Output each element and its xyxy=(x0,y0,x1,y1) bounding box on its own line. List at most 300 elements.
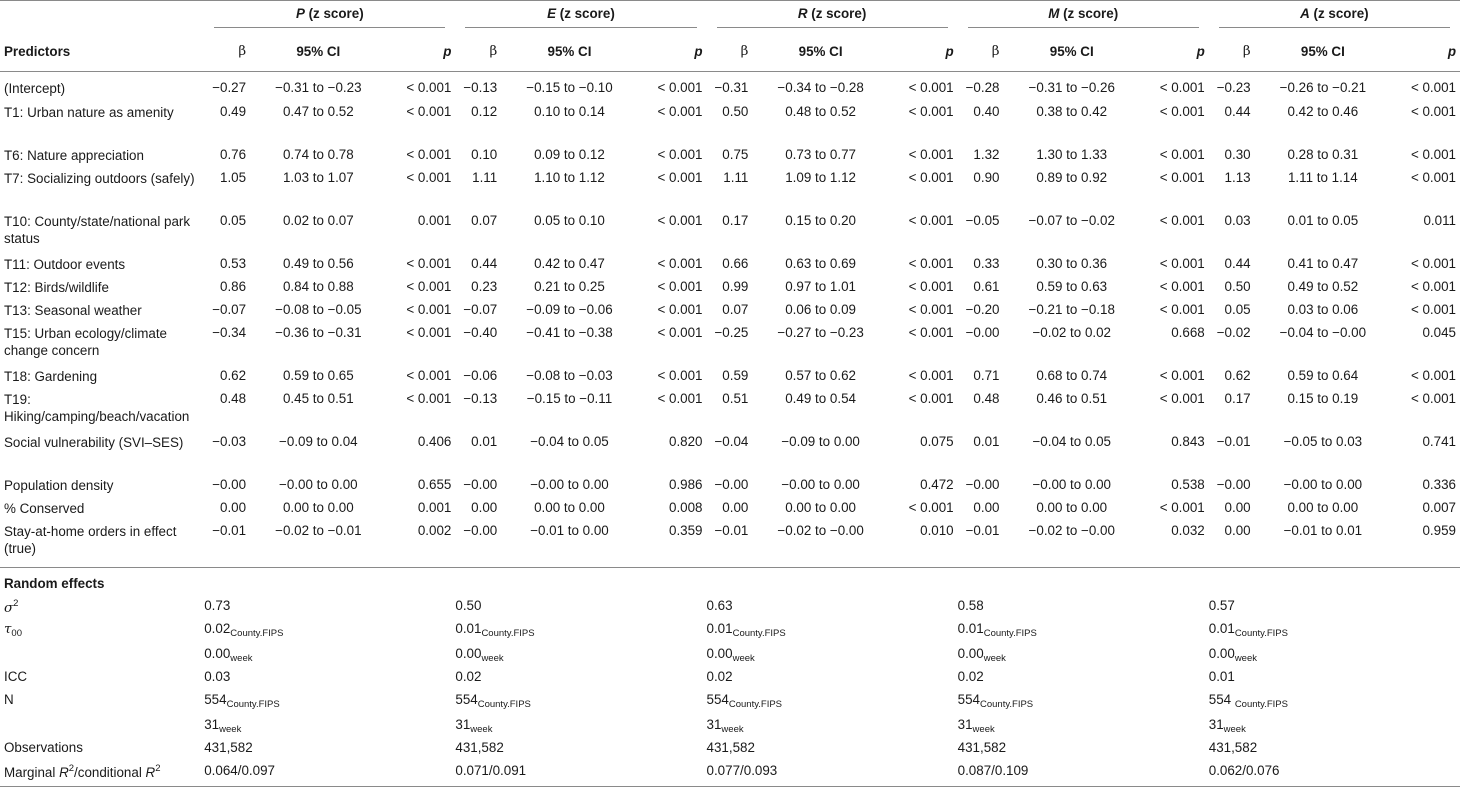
beta-cell: −0.31 xyxy=(714,80,749,95)
p-cell: 0.075 xyxy=(920,433,954,449)
ci-cell: 0.59 to 0.65 xyxy=(282,367,354,383)
ci-header: 95% CI xyxy=(250,33,387,72)
beta-cell: 0.62 xyxy=(1224,367,1251,383)
beta-cell: 0.00 xyxy=(973,499,1000,515)
beta-cell: 0.44 xyxy=(1224,255,1251,271)
ci-cell: −0.07 to −0.02 xyxy=(1028,212,1115,228)
table-row xyxy=(0,299,1460,322)
observations-row-value xyxy=(958,737,1209,760)
p-cell: 0.959 xyxy=(1391,520,1460,568)
beta-cell: −0.02 xyxy=(1216,324,1251,340)
p-cell: < 0.001 xyxy=(908,146,954,162)
empty-cell xyxy=(455,568,501,595)
ci-cell: −0.04 to 0.05 xyxy=(530,433,609,449)
p-header: p xyxy=(638,33,707,72)
ci-cell: 1.10 to 1.12 xyxy=(534,169,605,185)
icc-value: 0.02 xyxy=(455,668,482,684)
ci-cell: 0.00 to 0.00 xyxy=(1036,499,1108,515)
empty-cell xyxy=(958,568,1004,595)
ci-cell: −0.26 to −0.21 xyxy=(1279,80,1367,95)
n-county-value: 554 xyxy=(204,691,227,707)
p-cell: < 0.001 xyxy=(406,103,452,119)
n-week-row xyxy=(0,714,1460,737)
tau-county-row-label xyxy=(0,618,204,643)
r2-row-value xyxy=(707,760,958,787)
r2-label-b: /conditional xyxy=(74,764,146,780)
observations-row-value xyxy=(707,737,958,760)
p-cell: < 0.001 xyxy=(908,80,954,95)
ci-cell: −0.04 to 0.05 xyxy=(1032,433,1112,449)
ci-header: 95% CI xyxy=(752,33,889,72)
p-cell: 0.406 xyxy=(417,433,452,449)
group-letter: M xyxy=(1048,5,1060,21)
ci-cell: 0.49 to 0.52 xyxy=(1287,278,1359,294)
group-header-label xyxy=(214,6,445,28)
beta-cell: 0.07 xyxy=(471,212,498,228)
p-cell: < 0.001 xyxy=(908,103,954,119)
county-subscript: County.FIPS xyxy=(1234,698,1288,710)
icc-value: 0.02 xyxy=(957,668,984,684)
beta-cell: −0.01 xyxy=(958,520,1004,568)
beta-cell: 0.23 xyxy=(471,278,498,294)
icc-row-value xyxy=(1209,666,1460,689)
r2-superscript-conditional: 2 xyxy=(155,762,161,774)
r2-row-label xyxy=(0,760,204,787)
county-subscript: County.FIPS xyxy=(732,627,786,639)
ci-cell: −0.34 to −0.28 xyxy=(777,80,864,95)
beta-cell: −0.06 xyxy=(463,367,498,383)
beta-cell: −0.00 xyxy=(965,324,1000,340)
empty-cell xyxy=(1255,568,1392,595)
n-county-value: 554 xyxy=(957,691,980,707)
p-cell: < 0.001 xyxy=(406,390,452,406)
sigma-row-value xyxy=(958,595,1209,618)
week-subscript: week xyxy=(1234,652,1257,664)
observations-value: 431,582 xyxy=(706,739,755,755)
beta-cell: −0.03 xyxy=(212,433,247,449)
n-county-row-value xyxy=(707,689,958,714)
ci-cell: −0.21 to −0.18 xyxy=(1028,301,1115,317)
beta-cell: 0.10 xyxy=(471,146,498,162)
n-county-row xyxy=(0,689,1460,714)
ci-cell: −0.02 to −0.01 xyxy=(250,520,387,568)
p-cell: < 0.001 xyxy=(908,324,954,340)
n-county-value: 554 xyxy=(706,691,729,707)
table-row xyxy=(0,474,1460,497)
table-row xyxy=(0,72,1460,101)
p-cell: 0.359 xyxy=(638,520,707,568)
column-header-row xyxy=(0,33,1460,72)
group-letter: A xyxy=(1300,5,1310,21)
p-cell: 0.336 xyxy=(1422,476,1456,492)
group-header-row xyxy=(0,1,1460,33)
beta-cell: 0.44 xyxy=(1224,103,1251,119)
beta-cell: 0.01 xyxy=(471,433,498,449)
ci-cell: −0.09 to 0.00 xyxy=(781,433,860,449)
p-cell: < 0.001 xyxy=(908,212,954,228)
p-cell: 0.472 xyxy=(920,476,954,492)
p-cell: < 0.001 xyxy=(406,278,452,294)
beta-cell: −0.07 xyxy=(463,301,498,317)
p-cell: 0.741 xyxy=(1422,433,1456,449)
observations-label-text: Observations xyxy=(4,739,83,755)
n-week-row-value xyxy=(455,714,706,737)
ci-cell: −0.01 to 0.01 xyxy=(1255,520,1392,568)
predictor-label: T12: Birds/wildlife xyxy=(4,279,109,295)
ci-cell: 0.46 to 0.51 xyxy=(1036,390,1108,406)
n-week-value: 31 xyxy=(957,716,973,732)
r2-symbol-marginal: R xyxy=(59,764,69,780)
observations-row-value xyxy=(204,737,455,760)
ci-cell: 0.06 to 0.09 xyxy=(785,301,856,317)
p-cell: < 0.001 xyxy=(908,499,954,515)
p-cell: < 0.001 xyxy=(908,169,954,185)
group-header xyxy=(204,1,455,33)
p-cell: < 0.001 xyxy=(406,80,452,95)
icc-value: 0.02 xyxy=(706,668,733,684)
tau-week-row-value xyxy=(1209,643,1460,666)
beta-cell: 0.99 xyxy=(722,278,749,294)
beta-header: β xyxy=(707,33,753,72)
p-cell: 0.008 xyxy=(669,499,703,515)
n-county-row-value xyxy=(1209,689,1460,714)
r2-row-value xyxy=(1209,760,1460,787)
ci-header: 95% CI xyxy=(501,33,638,72)
sigma-value: 0.50 xyxy=(455,597,482,613)
p-cell: < 0.001 xyxy=(1410,103,1456,119)
county-subscript: County.FIPS xyxy=(1234,627,1288,639)
tau-week-value: 0.00 xyxy=(204,645,231,661)
tau-county-row-value xyxy=(204,618,455,643)
group-header-label xyxy=(465,6,696,28)
predictors-header: Predictors xyxy=(0,33,204,72)
sigma-row-label xyxy=(0,595,204,618)
n-week-row-value xyxy=(958,714,1209,737)
predictor-label: (Intercept) xyxy=(4,81,66,96)
beta-cell: 1.32 xyxy=(973,146,1000,162)
group-letter: P xyxy=(295,5,305,21)
tau-week-row-value xyxy=(455,643,706,666)
icc-row-value xyxy=(204,666,455,689)
p-cell: < 0.001 xyxy=(908,367,954,383)
beta-cell: 1.13 xyxy=(1224,169,1251,185)
random-effects-header-row xyxy=(0,568,1460,595)
ci-cell: 0.59 to 0.63 xyxy=(1036,278,1108,294)
beta-cell: −0.00 xyxy=(463,476,498,492)
p-cell: < 0.001 xyxy=(908,301,954,317)
p-cell: < 0.001 xyxy=(1159,255,1205,271)
county-subscript: County.FIPS xyxy=(226,698,280,710)
tau-week-row-value xyxy=(958,643,1209,666)
ci-cell: −0.31 to −0.23 xyxy=(275,80,362,95)
table-row xyxy=(0,388,1460,431)
group-score-label: (z score) xyxy=(1309,5,1369,21)
beta-cell: −0.40 xyxy=(463,324,498,340)
predictor-label: T19: Hiking/camping/beach/vacation xyxy=(4,391,190,424)
r2-value: 0.062/0.076 xyxy=(1208,762,1280,778)
beta-cell: −0.00 xyxy=(455,520,501,568)
ci-cell: 0.49 to 0.54 xyxy=(785,390,856,406)
sigma-row-value xyxy=(1209,595,1460,618)
r2-row xyxy=(0,760,1460,787)
ci-cell: 0.01 to 0.05 xyxy=(1287,212,1359,228)
r2-row-value xyxy=(204,760,455,787)
empty-cell xyxy=(707,568,753,595)
tau-week-value: 0.00 xyxy=(957,645,984,661)
ci-cell: 0.59 to 0.64 xyxy=(1287,367,1359,383)
p-header: p xyxy=(1140,33,1209,72)
ci-cell: −0.41 to −0.38 xyxy=(526,324,613,340)
beta-cell: −0.23 xyxy=(1216,80,1251,95)
group-header xyxy=(455,1,706,33)
predictor-label: Population density xyxy=(4,477,114,493)
predictor-label: T10: County/state/national park status xyxy=(4,213,191,246)
tau-symbol: τ xyxy=(4,621,12,637)
beta-cell: 0.17 xyxy=(1224,390,1251,406)
ci-cell: 0.63 to 0.69 xyxy=(785,255,856,271)
p-cell: < 0.001 xyxy=(1410,169,1456,185)
beta-cell: 0.62 xyxy=(220,367,247,383)
r2-symbol-conditional: R xyxy=(145,764,156,780)
p-cell: 0.007 xyxy=(1422,499,1456,515)
beta-cell: 0.50 xyxy=(1224,278,1251,294)
county-subscript: County.FIPS xyxy=(979,698,1034,710)
group-header xyxy=(707,1,958,33)
beta-cell: 0.00 xyxy=(471,499,498,515)
p-cell: 0.001 xyxy=(417,212,452,228)
n-week-value: 31 xyxy=(204,716,220,732)
beta-cell: 0.33 xyxy=(973,255,1000,271)
ci-cell: 0.28 to 0.31 xyxy=(1287,146,1359,162)
predictor-label: T1: Urban nature as amenity xyxy=(4,104,174,120)
observations-value: 431,582 xyxy=(1208,739,1258,755)
p-cell: < 0.001 xyxy=(657,255,703,271)
table-row xyxy=(0,520,1460,568)
ci-cell: 0.05 to 0.10 xyxy=(534,212,605,228)
predictor-label: % Conserved xyxy=(4,500,85,516)
ci-cell: 0.47 to 0.52 xyxy=(282,103,354,119)
ci-cell: −0.01 to 0.00 xyxy=(501,520,638,568)
p-cell: 0.843 xyxy=(1171,433,1205,449)
p-header: p xyxy=(889,33,958,72)
p-cell: < 0.001 xyxy=(1159,103,1205,119)
p-cell: < 0.001 xyxy=(657,80,703,95)
county-subscript: County.FIPS xyxy=(230,627,284,639)
beta-cell: 0.05 xyxy=(220,212,247,228)
beta-cell: 0.48 xyxy=(973,390,1000,406)
beta-cell: 0.75 xyxy=(722,146,749,162)
ci-cell: 0.00 to 0.00 xyxy=(282,499,354,515)
ci-cell: 1.11 to 1.14 xyxy=(1287,169,1358,185)
ci-cell: −0.08 to −0.03 xyxy=(526,367,613,383)
ci-cell: 0.97 to 1.01 xyxy=(785,278,856,294)
empty-cell xyxy=(1140,568,1209,595)
p-cell: < 0.001 xyxy=(908,390,954,406)
observations-value: 431,582 xyxy=(204,739,253,755)
ci-cell: 0.15 to 0.20 xyxy=(785,212,856,228)
beta-header: β xyxy=(204,33,250,72)
empty-cell xyxy=(387,568,456,595)
icc-value: 0.03 xyxy=(204,668,231,684)
beta-cell: −0.00 xyxy=(965,476,1000,492)
beta-header: β xyxy=(958,33,1004,72)
n-county-row-value xyxy=(455,689,706,714)
tau-county-row xyxy=(0,618,1460,643)
ci-cell: 0.03 to 0.06 xyxy=(1287,301,1359,317)
beta-cell: 0.17 xyxy=(722,212,749,228)
tau-county-value: 0.01 xyxy=(1208,620,1235,636)
beta-cell: 0.00 xyxy=(722,499,749,515)
beta-cell: 0.90 xyxy=(973,169,1000,185)
ci-cell: 0.74 to 0.78 xyxy=(282,146,354,162)
week-subscript: week xyxy=(1223,723,1246,735)
beta-cell: 0.86 xyxy=(220,278,247,294)
ci-cell: −0.00 to 0.00 xyxy=(530,476,609,492)
observations-value: 431,582 xyxy=(455,739,504,755)
tau-subscript: 00 xyxy=(11,627,22,639)
p-cell: < 0.001 xyxy=(406,301,452,317)
ci-cell: 0.48 to 0.52 xyxy=(785,103,856,119)
ci-cell: 1.03 to 1.07 xyxy=(282,169,354,185)
empty-cell xyxy=(638,568,707,595)
week-subscript: week xyxy=(732,652,755,664)
ci-cell: 0.57 to 0.62 xyxy=(785,367,856,383)
table-row xyxy=(0,365,1460,388)
n-week-row-value xyxy=(1209,714,1460,737)
ci-cell: −0.36 to −0.31 xyxy=(275,324,362,340)
n-week-value: 31 xyxy=(706,716,722,732)
beta-cell: 0.00 xyxy=(220,499,247,515)
n-week-row-label xyxy=(0,714,204,737)
beta-cell: 1.05 xyxy=(220,169,247,185)
ci-cell: 0.00 to 0.00 xyxy=(534,499,605,515)
county-subscript: County.FIPS xyxy=(983,627,1037,639)
beta-cell: −0.13 xyxy=(463,390,498,406)
table-row xyxy=(0,144,1460,167)
ci-cell: 0.38 to 0.42 xyxy=(1036,103,1108,119)
tau-week-row-value xyxy=(204,643,455,666)
beta-cell: 1.11 xyxy=(723,169,749,185)
p-cell: < 0.001 xyxy=(406,146,452,162)
tau-county-row-value xyxy=(1209,618,1460,643)
beta-cell: 0.07 xyxy=(722,301,749,317)
sigma-symbol: σ xyxy=(4,600,14,616)
p-cell: < 0.001 xyxy=(1159,169,1205,185)
p-cell: 0.032 xyxy=(1140,520,1209,568)
n-county-row-value xyxy=(958,689,1209,714)
beta-cell: 0.49 xyxy=(220,103,247,119)
observations-row-value xyxy=(1209,737,1460,760)
ci-cell: −0.00 to 0.00 xyxy=(1032,476,1112,492)
r2-row-value xyxy=(958,760,1209,787)
beta-cell: −0.00 xyxy=(212,476,247,492)
ci-cell: −0.27 to −0.23 xyxy=(777,324,864,340)
tau-week-value: 0.00 xyxy=(455,645,482,661)
beta-cell: 0.00 xyxy=(1224,499,1251,515)
group-score-label: (z score) xyxy=(807,5,867,21)
predictor-label: T18: Gardening xyxy=(4,368,98,384)
r2-label-a: Marginal xyxy=(4,764,60,780)
observations-row-value xyxy=(455,737,706,760)
p-cell: 0.001 xyxy=(417,499,452,515)
p-cell: < 0.001 xyxy=(1410,390,1456,406)
empty-cell xyxy=(1209,568,1255,595)
beta-cell: −0.07 xyxy=(212,301,247,317)
tau-week-row xyxy=(0,643,1460,666)
tau-week-value: 0.00 xyxy=(1208,645,1235,661)
observations-row xyxy=(0,737,1460,760)
observations-value: 431,582 xyxy=(957,739,1007,755)
n-week-value: 31 xyxy=(455,716,471,732)
predictor-label: T13: Seasonal weather xyxy=(4,302,142,318)
icc-value: 0.01 xyxy=(1208,668,1235,684)
ci-cell: −0.09 to 0.04 xyxy=(279,433,358,449)
table-row xyxy=(0,101,1460,144)
icc-row-value xyxy=(958,666,1209,689)
beta-cell: 0.50 xyxy=(722,103,749,119)
ci-cell: 0.30 to 0.36 xyxy=(1036,255,1108,271)
ci-cell: 0.00 to 0.00 xyxy=(1287,499,1359,515)
county-subscript: County.FIPS xyxy=(481,627,535,639)
week-subscript: week xyxy=(721,723,744,735)
ci-cell: 0.68 to 0.74 xyxy=(1036,367,1108,383)
ci-cell: 0.42 to 0.46 xyxy=(1287,103,1359,119)
p-cell: < 0.001 xyxy=(657,367,703,383)
ci-cell: −0.09 to −0.06 xyxy=(526,301,613,317)
p-cell: < 0.001 xyxy=(657,390,703,406)
beta-cell: −0.01 xyxy=(707,520,753,568)
county-subscript: County.FIPS xyxy=(477,698,531,710)
n-county-value: 554 xyxy=(1208,691,1235,707)
beta-cell: −0.00 xyxy=(714,476,749,492)
table-row xyxy=(0,497,1460,520)
r2-value: 0.071/0.091 xyxy=(455,762,527,778)
p-cell: < 0.001 xyxy=(406,169,452,185)
p-cell: < 0.001 xyxy=(657,324,703,340)
icc-row-label xyxy=(0,666,204,689)
tau-week-value: 0.00 xyxy=(706,645,733,661)
beta-cell: 0.66 xyxy=(722,255,749,271)
beta-cell: −0.28 xyxy=(965,80,1000,95)
table-row xyxy=(0,253,1460,276)
p-cell: < 0.001 xyxy=(1410,255,1456,271)
sigma-superscript: 2 xyxy=(13,597,19,609)
ci-cell: −0.05 to 0.03 xyxy=(1283,433,1363,449)
tau-county-value: 0.01 xyxy=(455,620,482,636)
beta-cell: 1.11 xyxy=(472,169,498,185)
tau-county-row-value xyxy=(707,618,958,643)
sigma-value: 0.63 xyxy=(706,597,733,613)
table-row xyxy=(0,431,1460,474)
ci-cell: 0.49 to 0.56 xyxy=(282,255,354,271)
ci-cell: −0.00 to 0.00 xyxy=(1283,476,1363,492)
p-cell: < 0.001 xyxy=(908,255,954,271)
p-cell: < 0.001 xyxy=(1410,301,1456,317)
group-score-label: (z score) xyxy=(556,5,615,21)
ci-cell: 0.41 to 0.47 xyxy=(1287,255,1359,271)
predictor-label: T15: Urban ecology/climate change concern xyxy=(4,325,167,358)
county-subscript: County.FIPS xyxy=(728,698,783,710)
ci-cell: 0.45 to 0.51 xyxy=(282,390,354,406)
beta-cell: −0.04 xyxy=(714,433,749,449)
group-score-label: (z score) xyxy=(304,5,364,21)
p-header: p xyxy=(387,33,456,72)
group-header-label xyxy=(1219,6,1450,28)
p-cell: < 0.001 xyxy=(1159,301,1205,317)
empty-cell xyxy=(250,568,387,595)
p-cell: < 0.001 xyxy=(406,324,452,340)
group-letter: E xyxy=(547,5,557,21)
